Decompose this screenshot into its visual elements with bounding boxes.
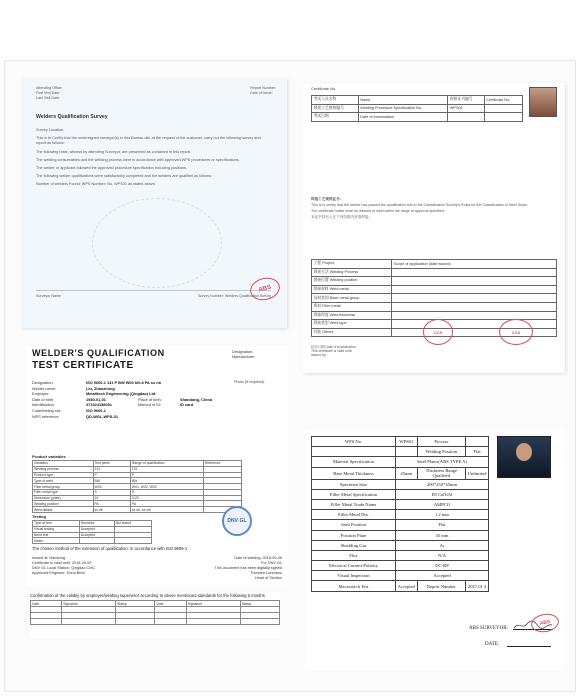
row-value: Unlimited [466,467,489,479]
row-value: 45mm [396,467,418,479]
table-cell: 焊接位置 Welding position [312,277,392,286]
field-key: Date of birth: [32,396,55,402]
table-cell: 焊接材料 Weld metal [312,285,392,294]
row-value: Ar [396,540,489,550]
attending-office-label: Attending Office: [36,86,63,90]
column-header: Range of qualification [130,461,203,467]
table-cell [448,113,484,122]
table-cell: P [130,472,203,478]
table-cell: Filler metal type [33,489,94,495]
row-key: Filler Metal Trade Name [312,499,396,509]
table-cell: Date of examination [358,113,448,122]
table-cell: 考试人员名称 [312,96,359,105]
row-key: Flux [312,550,396,560]
table-cell [392,302,557,311]
column-header: Date [31,601,62,607]
row-value: Accepted [396,581,418,591]
table-row [312,260,557,269]
row-key: Electrical Current-Polarity [312,561,396,571]
field-key: Welder name: [32,385,57,391]
row-key: Specimen Size [312,479,396,489]
row-value: DC-RP [396,561,489,571]
table-cell: Type of weld [33,478,94,484]
survey-paragraph: The following welder qualifications were satisfactorily completed and the welders are qualified as follows: [36,174,212,179]
table-row [33,538,152,544]
row-key: Process [417,437,466,447]
table-cell: BW [93,478,130,484]
table-cell: Dimension (plate) [33,495,94,501]
table-row [312,571,489,581]
footer-line: This certificate is valid until: [311,349,353,354]
issue-block [32,556,282,581]
date-of-issue-label: Date of Issue: [250,91,273,95]
confirmation-table [30,600,280,625]
table-cell [484,104,522,113]
row-key: Material Specification [312,457,396,467]
table-row [33,507,242,513]
table-cell: Accepted [79,526,114,532]
welder-photo [497,436,551,478]
confirmation-caption: Confirmation of the validity by employer/welding supervisor according to above mentioned standards for the following 6 months [30,593,265,598]
field-value: ISO 9606-1 [86,407,106,413]
column-header: Type of test [33,521,80,527]
table-cell: 131 [130,466,203,472]
note-line: This is to certify that the welder has passed the qualification test to the Classification Society's Rules for the Classification of Steel Ships. [311,203,528,208]
table-cell: 焊材 Filler metal [312,302,392,311]
table-cell: S [130,489,203,495]
row-value: Steel Plates(ABS TYPE A) [396,457,489,467]
table-cell [484,113,522,122]
table-cell: BW [130,478,203,484]
table-cell: 焊接证书编号 [448,96,484,105]
dnv-gl-seal: DNV·GL [222,506,252,536]
column-header: Test piece [93,461,130,467]
table-row [312,104,523,113]
table-row [312,510,489,520]
issue-text: DNV GL Local Station: Qingdao CMC [32,566,96,570]
table-cell [392,277,557,286]
welder-fields [32,380,232,419]
column-header: Signature [186,601,240,607]
field-key: Identification: [32,402,55,408]
table-cell: Filler metal group [33,484,94,490]
table-cell: Certificate No. [484,96,522,105]
issue-text: Date of welding: 2016-09-06 [234,556,282,560]
field-key: Employer: [32,391,50,397]
welder-photo [529,87,557,117]
abs-stamp: ABS [248,275,282,304]
issue-row [32,576,282,581]
certificate-number-label: Certificate No. [311,86,337,91]
table-row [312,581,489,591]
table-cell: W01, W02, W03 [130,484,203,490]
issue-text: Issued at: Hamburg [32,556,66,560]
table-cell: Welding Procedure Specification No. [358,104,448,113]
column-header: Stamp [240,601,279,607]
table-row [312,447,489,457]
welders-qualification-test-certificate [26,346,288,586]
row-value: N/A [396,550,489,560]
issue-text: Head of Section [254,576,282,580]
field-value: Liu, Zhaozhong [86,385,115,391]
abs-stamp: ABS [530,612,561,635]
survey-title: Welders Qualification Survey [36,114,108,120]
table-cell: 焊接方法 Welding Process [312,268,392,277]
report-number-label: Report Number: [250,86,276,90]
row-value: E8 CuNiAl [396,489,489,499]
table-cell: S [93,489,130,495]
survey-location: Survey Location: [36,128,65,132]
table-cell [392,294,557,303]
abs-surveyor-label: ABS SURVEYOR: [469,626,508,631]
first-visit-label: First Visit Date: [36,91,61,95]
column-header: Date [155,601,186,607]
survey-intro: This is to Certify that the undersigned surveyor(s) to this Bureau did, at the request of the customer, carry out the following survey and report as follows: [36,136,261,146]
row-key: Joint Position [312,520,396,530]
row-key: Macrosetch Test [312,581,396,591]
testing-table [32,520,152,544]
wps-record-table [311,436,489,592]
column-header: Not tested [114,521,151,527]
field-value: QD-WGL-WPS-01 [86,413,118,419]
date-label: DATE: [485,642,500,647]
table-row [312,96,523,105]
row-value [466,437,489,447]
survey-header [36,86,276,101]
footer-line: 检验日期 Date of examination: [311,345,357,349]
table-cell [392,268,557,277]
row-value: 2017.01.3 [466,581,489,591]
table-cell: 焊缝厚度 Weld thickness [312,311,392,320]
designation-block [232,350,255,360]
row-value: Accepted [396,571,489,581]
row-value: 1.2 mm [396,510,489,520]
row-key: Base Metal Thickness [312,467,396,479]
table-cell [392,311,557,320]
table-cell: 其他 Others [312,328,392,337]
row-value: 45 mm [396,530,489,540]
certificate-footer [311,345,557,358]
table-row [312,277,557,286]
welders-qualification-survey [22,78,287,328]
column-header: Remarks [79,521,114,527]
table-row [312,437,489,447]
table-cell: 焊接工艺规格编号 [312,104,359,113]
issue-text: Certificate is valid until: 2018-09-05 [32,561,92,565]
official-seal: CCS [499,319,533,345]
issue-text: This document has been digitally signed [214,566,282,570]
row-key: Welding Position [417,447,466,457]
row-value [396,447,418,457]
variables-table [32,460,242,513]
header-left [36,86,63,101]
table-cell: Name [358,96,448,105]
issue-text: Thorsten Lohmann [250,571,282,575]
survey-body [36,128,271,191]
table-row [312,113,523,122]
table-cell [79,538,114,544]
table-row [312,268,557,277]
survey-paragraph: The following tests, witness by attending Surveyor, are presented as contained in this report. [36,149,192,154]
row-key: Filler Metal Dia. [312,510,396,520]
manufacturer-label: Manufacturer: [232,355,256,359]
table-cell: 3-20 [130,495,203,501]
row-value: AMPCO [396,499,489,509]
table-cell: Scope of application (date issued) [392,260,557,269]
field-key: Code/testing std: [32,407,62,413]
certificate-title-line2: TEST CERTIFICATE [32,360,134,371]
certificate-title-line1: WELDER'S QUALIFICATION [32,348,165,358]
table-cell: P [93,472,130,478]
table-cell: 母材类别 Base metal group [312,294,392,303]
table-cell: 工程 Project [312,260,392,269]
table-cell: ss nb, ss mb [130,507,203,513]
table-row [312,479,489,489]
extension-statement: The chosen method of the extension of qualification: in accordance with ISO 9606-1 [32,546,188,551]
table-row [312,294,557,303]
survey-paragraph: The welder or applicant followed the approved procedure specification including positions. [36,166,187,171]
row-value: WPS01 [396,437,418,447]
table-row [312,457,489,467]
table-row [312,530,489,540]
field-key: Designation: [32,380,54,385]
header-right [250,86,276,101]
table-row [312,467,489,479]
date-line [507,646,551,647]
note-line: 本证书持有人在下列范围内获准焊接。 [311,215,373,220]
row-key: Visual Inspection [312,571,396,581]
table-cell: 焊接类型 Weld type [312,320,392,329]
table-cell: Bend test [33,532,80,538]
table-cell: W03 [93,484,130,490]
column-header: Reference [203,461,241,467]
field-value: 371024198001 [86,402,112,408]
row-value: 200*250*45mm [396,479,489,489]
field-value: ID card [180,402,194,408]
abs-welder-test-record [305,430,563,670]
column-header: Signature [62,601,116,607]
footer-line: Issued by: [311,353,327,358]
field-row [32,414,232,420]
field-key: WPS reference: [32,413,60,419]
table-cell: PA [93,501,130,507]
row-key [312,447,396,457]
table-row [312,302,557,311]
row-value: Flat [466,447,489,457]
photo-placeholder: Photo (if required) [234,380,265,384]
table-cell: Welding process [33,466,94,472]
table-cell: 131 [93,466,130,472]
table-row [312,489,489,499]
row-key: WPS No. [312,437,396,447]
table-row [312,285,557,294]
table-cell: Welding position [33,501,94,507]
watermark-emblem [92,198,222,288]
note-line: The certificate holder shall be allowed to weld within the range of approval specified. [311,209,445,214]
table-cell: Product type [33,472,94,478]
survey-paragraph: The welding consumables and the welding process were in accordance with approved WPS procedures or specifications. [36,157,240,162]
table-cell: 考试日期 [312,113,359,122]
table-row [31,619,280,625]
row-value: Flat [396,520,489,530]
table-cell: WPS01 [448,104,484,113]
table-cell [392,285,557,294]
surveyor-name-label: Surveyor Name [36,294,61,298]
row-key: Report Number [417,581,466,591]
table-row [312,499,489,509]
row-key: Thickness Range Qualified [417,467,466,479]
field-value: Metalitech Engineering (Qingdao) Ltd. [86,391,157,397]
table-row [312,540,489,550]
chinese-welder-certificate [303,83,565,373]
table-cell: Weld details [33,507,94,513]
survey-footer [36,290,271,298]
survey-number-label: Survey Number: Welders Qualification Survey [197,294,271,298]
survey-paragraph: Number of welders Found: WPS Number: No. WPS01 as stated above. [36,182,156,187]
table-row [312,550,489,560]
row-key: Shielding Gas [312,540,396,550]
official-seal: CCS [423,319,453,345]
table-cell: Accepted [79,532,114,538]
issue-text: Approved Engineer: Dona Brick [32,571,86,575]
section-title: Testing [32,514,46,519]
table-cell: Visual testing [33,526,80,532]
table-cell: 10 [93,495,130,501]
last-visit-label: Last Visit Date: [36,96,61,100]
column-header: Variables [33,461,94,467]
note-title: 焊接工艺规格证书： [311,197,344,201]
row-key: Position Plate [312,530,396,540]
table-cell: ss nb [93,507,130,513]
field-value: 1980-01-01 [86,396,106,402]
table-row [312,520,489,530]
table-cell [114,538,151,544]
issue-text: For DNV GL [261,561,282,565]
field-value: ISO 9606-1 131 P BW W03 hl0.8 PA ss nb [86,380,161,385]
certificate-head-table [311,95,523,122]
table-cell: Macro [33,538,80,544]
certificate-note [311,197,557,221]
row-key: Filler Metal Specification [312,489,396,499]
validity-confirmation [30,592,280,638]
field-key: Place of birth: [138,396,162,402]
field-value: Shandong, China [180,396,212,402]
field-key: Method of ID: [138,402,162,408]
designation-label: Designation: [232,350,254,354]
table-row [312,561,489,571]
column-header: Stamp [116,601,155,607]
table-cell: PA [130,501,203,507]
section-title: Product variables [32,454,66,459]
